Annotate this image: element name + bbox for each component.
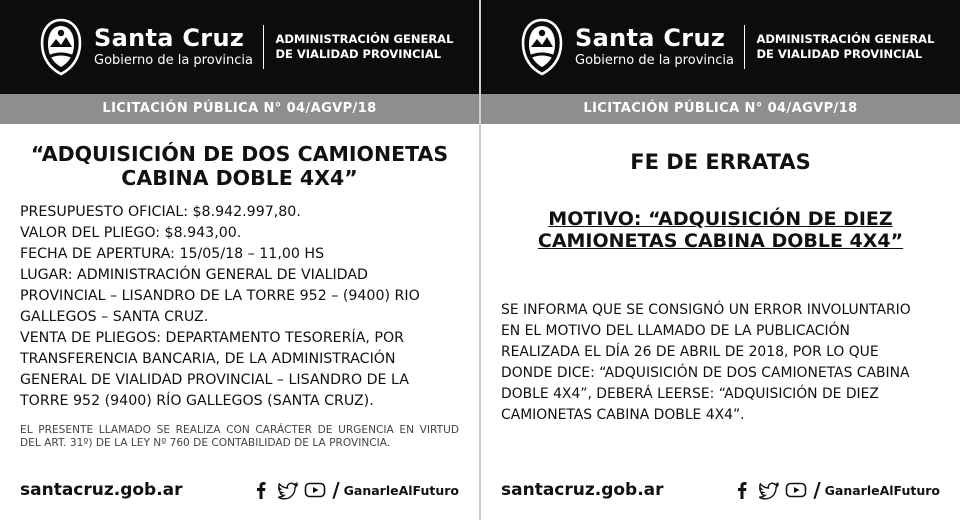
hashtag[interactable]: GanarleAlFuturo [824,482,940,498]
facebook-icon[interactable] [250,480,272,500]
right-body [481,150,960,426]
site-link[interactable]: santacruz.gob.ar [20,480,183,500]
slash-separator: / [813,478,821,502]
paragraph-line: DOBLE 4X4”, DEBERÁ LEERSE: “ADQUISICIÓN DE DIEZ [501,386,879,402]
footer [20,478,459,502]
paragraph-line: REALIZADA EL DÍA 26 DE ABRIL DE 2018, POR LO QUE [501,344,879,360]
crest-icon [36,17,86,77]
errata-title: FE DE ERRATAS [630,150,811,174]
twitter-icon[interactable] [758,480,780,500]
youtube-icon[interactable] [304,480,326,500]
hashtag[interactable]: GanarleAlFuturo [343,482,459,498]
info-line: GENERAL DE VIALIDAD PROVINCIAL – LISANDRO DE LA [20,372,409,388]
agency-line: ADMINISTRACIÓN GENERAL [756,32,935,46]
motivo-line: MOTIVO: “ADQUISICIÓN DE DIEZ [548,208,893,230]
brand [94,25,253,69]
agency-line: ADMINISTRACIÓN GENERAL [275,32,454,46]
tender-info [20,202,459,412]
tender-band: LICITACIÓN PÚBLICA N° 04/AGVP/18 [0,94,479,124]
info-line: TRANSFERENCIA BANCARIA, DE LA ADMINISTRACIÓN [20,351,396,367]
facebook-icon[interactable] [731,480,753,500]
site-link[interactable]: santacruz.gob.ar [501,480,664,500]
info-line: LUGAR: ADMINISTRACIÓN GENERAL DE VIALIDAD [20,267,368,283]
left-panel [0,0,479,520]
header [0,0,479,94]
crest-icon [517,17,567,77]
left-body [0,142,479,449]
paragraph-line: DONDE DICE: “ADQUISICIÓN DE DOS CAMIONETAS CABINA [501,365,910,381]
info-line: FECHA DE APERTURA: 15/05/18 – 11,00 HS [20,246,325,262]
tender-band: LICITACIÓN PÚBLICA N° 04/AGVP/18 [481,94,960,124]
errata-paragraph [501,300,940,426]
brand-subtitle: Gobierno de la provincia [94,53,253,68]
paragraph-line: EN EL MOTIVO DEL LLAMADO DE LA PUBLICACIÓN [501,323,850,339]
motivo-line: CAMIONETAS CABINA DOBLE 4X4” [537,230,904,252]
agency-name [275,32,453,62]
info-line: VENTA DE PLIEGOS: DEPARTAMENTO TESORERÍA, POR [20,330,404,346]
right-panel [481,0,960,520]
title-line: CABINA DOBLE 4X4” [121,166,358,190]
info-line: TORRE 952 (9400) RÍO GALLEGOS (SANTA CRUZ). [20,393,374,409]
urgency-note: EL PRESENTE LLAMADO SE REALIZA CON CARÁCTER DE URGENCIA EN VIRTUD DEL ART. 31º) DE LA LEY Nº 760 DE CONTABILIDAD DE LA PROVINCIA. [20,424,459,449]
twitter-icon[interactable] [277,480,299,500]
header [481,0,960,94]
motivo-heading [501,208,940,252]
social-links [726,478,940,502]
footer [501,478,940,502]
social-links [245,478,459,502]
slash-separator: / [332,478,340,502]
agency-name [756,32,934,62]
youtube-icon[interactable] [785,480,807,500]
agency-line: DE VIALIDAD PROVINCIAL [756,47,923,61]
brand-name: Santa Cruz [575,24,726,52]
paragraph-line: CAMIONETAS CABINA DOBLE 4X4”. [501,407,745,423]
brand-subtitle: Gobierno de la provincia [575,53,734,68]
header-divider [263,25,265,69]
title-line: “ADQUISICIÓN DE DOS CAMIONETAS [30,142,449,166]
info-line: VALOR DEL PLIEGO: $8.943,00. [20,225,242,241]
info-line: PRESUPUESTO OFICIAL: $8.942.997,80. [20,204,301,220]
tender-title [20,142,459,190]
info-line: PROVINCIAL – LISANDRO DE LA TORRE 952 – (9400) RIO [20,288,420,304]
agency-line: DE VIALIDAD PROVINCIAL [275,47,442,61]
brand-name: Santa Cruz [94,24,245,52]
paragraph-line: SE INFORMA QUE SE CONSIGNÓ UN ERROR INVOLUNTARIO [501,302,911,318]
header-divider [744,25,746,69]
info-line: GALLEGOS – SANTA CRUZ. [20,309,209,325]
brand [575,25,734,69]
